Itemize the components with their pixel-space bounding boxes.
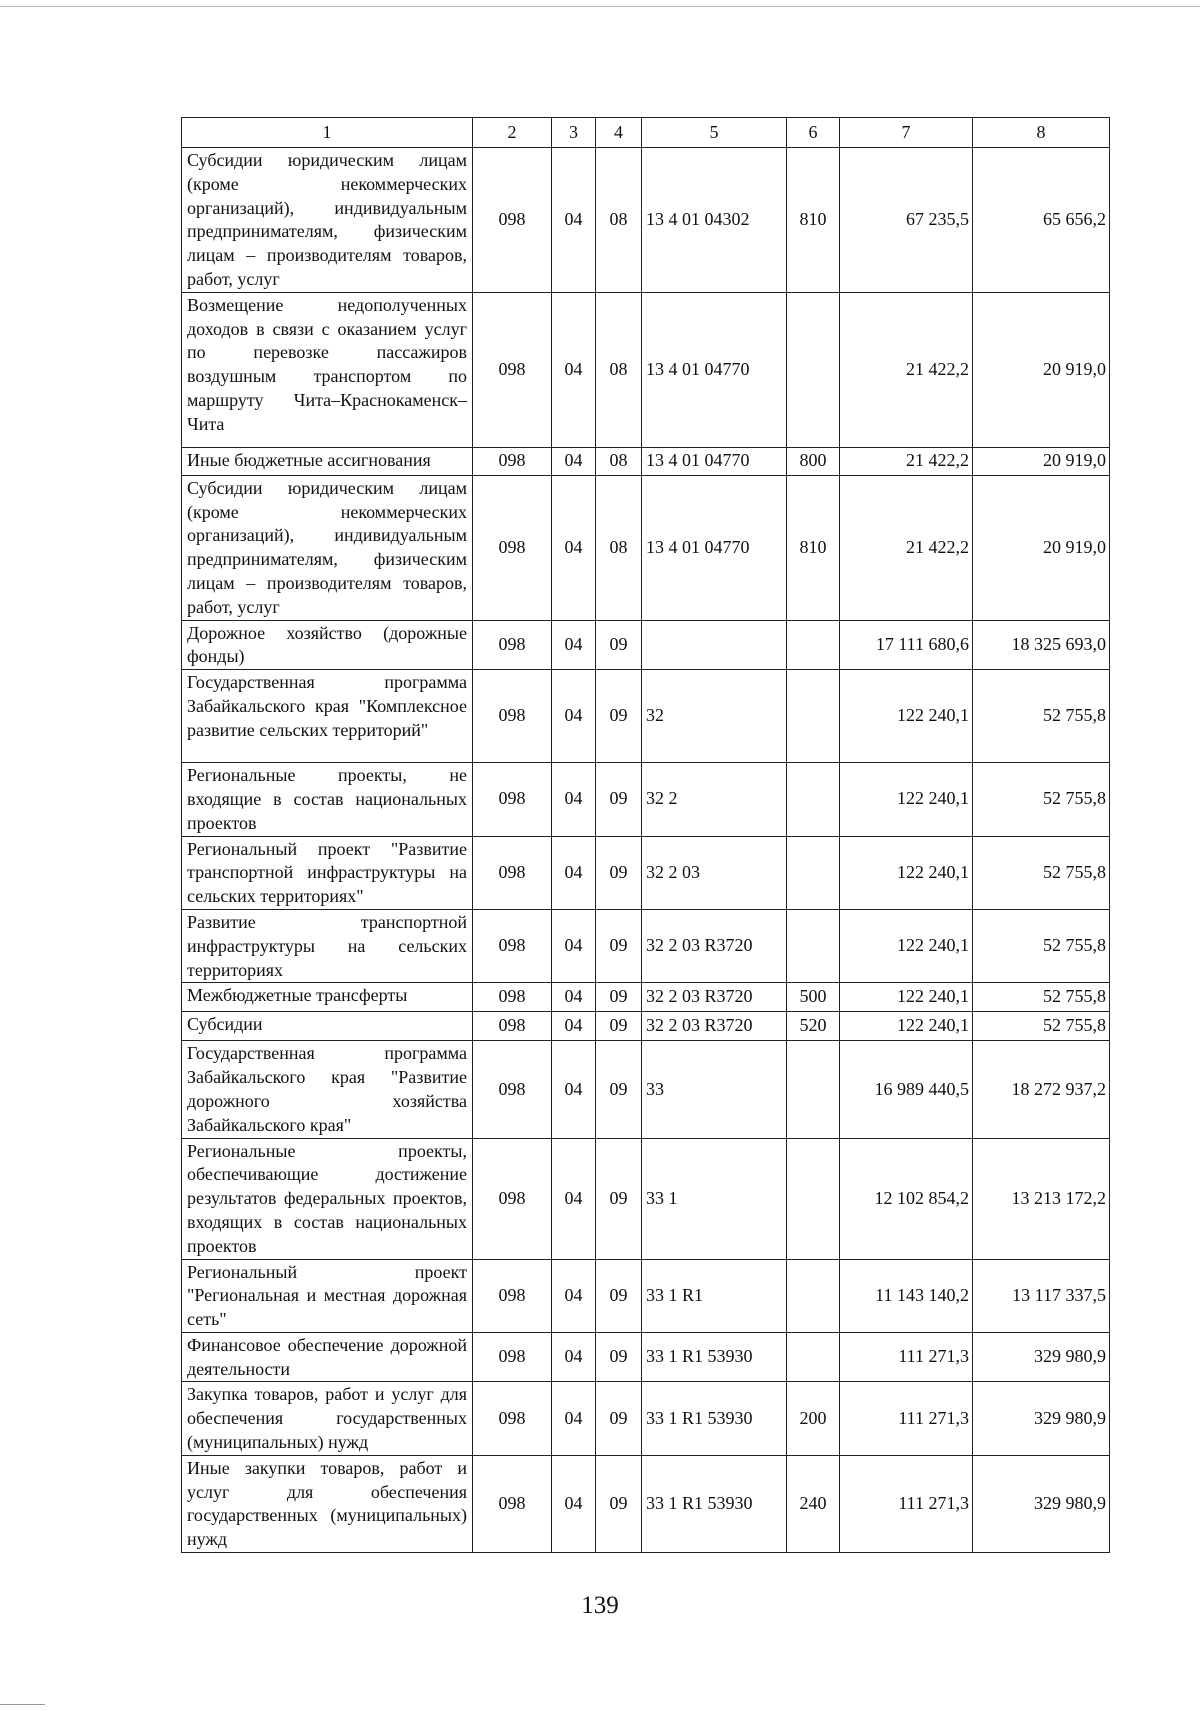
cell-section: 04: [552, 1332, 596, 1382]
cell-amount-col8: 20 919,0: [973, 475, 1110, 620]
cell-target-article: 33 1 R1 53930: [642, 1455, 787, 1552]
cell-subsection: 09: [596, 1455, 642, 1552]
cell-amount-col8: 52 755,8: [973, 909, 1110, 982]
cell-admin-code: 098: [473, 1259, 552, 1332]
table-row: [182, 836, 1110, 909]
cell-target-article: 33 1 R1: [642, 1259, 787, 1332]
cell-amount-col7: 16 989 440,5: [840, 1041, 973, 1138]
cell-amount-col7: 122 240,1: [840, 670, 973, 763]
cell-name: Региональные проекты, не входящие в состав национальных проектов: [182, 763, 473, 836]
scan-edge-top: [0, 6, 1200, 7]
cell-subsection: 09: [596, 1332, 642, 1382]
cell-section: 04: [552, 1012, 596, 1041]
cell-target-article: 32 2: [642, 763, 787, 836]
cell-admin-code: 098: [473, 475, 552, 620]
cell-subsection: 09: [596, 1012, 642, 1041]
cell-amount-col7: 21 422,2: [840, 475, 973, 620]
cell-target-article: 33 1 R1 53930: [642, 1382, 787, 1455]
cell-name: Дорожное хозяйство (дорожные фонды): [182, 620, 473, 670]
cell-expense-type: 500: [787, 983, 840, 1012]
cell-name: Закупка товаров, работ и услуг для обеспечения государственных (муниципальных) нужд: [182, 1382, 473, 1455]
table-row: [182, 1332, 1110, 1382]
cell-target-article: 33 1: [642, 1138, 787, 1259]
cell-amount-col8: 52 755,8: [973, 983, 1110, 1012]
cell-subsection: 09: [596, 909, 642, 982]
cell-amount-col8: 52 755,8: [973, 670, 1110, 763]
column-header: 2: [473, 118, 552, 148]
cell-section: 04: [552, 1382, 596, 1455]
cell-subsection: 09: [596, 1138, 642, 1259]
cell-section: 04: [552, 1455, 596, 1552]
cell-target-article: [642, 620, 787, 670]
table-row: [182, 1012, 1110, 1041]
cell-section: 04: [552, 1138, 596, 1259]
cell-name: Межбюджетные трансферты: [182, 983, 473, 1012]
column-header: 7: [840, 118, 973, 148]
cell-admin-code: 098: [473, 620, 552, 670]
cell-target-article: 13 4 01 04770: [642, 475, 787, 620]
cell-name: Иные бюджетные ассигнования: [182, 447, 473, 475]
cell-section: 04: [552, 836, 596, 909]
cell-expense-type: 520: [787, 1012, 840, 1041]
cell-admin-code: 098: [473, 148, 552, 293]
table-row: [182, 983, 1110, 1012]
cell-amount-col8: 65 656,2: [973, 148, 1110, 293]
cell-amount-col8: 329 980,9: [973, 1332, 1110, 1382]
cell-amount-col7: 111 271,3: [840, 1382, 973, 1455]
cell-subsection: 08: [596, 148, 642, 293]
table-row: [182, 447, 1110, 475]
cell-admin-code: 098: [473, 1455, 552, 1552]
cell-name: Региональный проект "Развитие транспортной инфраструктуры на сельских территориях": [182, 836, 473, 909]
cell-amount-col7: 111 271,3: [840, 1332, 973, 1382]
scan-edge-left: [0, 1704, 45, 1705]
cell-target-article: 32 2 03: [642, 836, 787, 909]
cell-subsection: 08: [596, 292, 642, 447]
column-header: 5: [642, 118, 787, 148]
table-row: [182, 1455, 1110, 1552]
cell-section: 04: [552, 447, 596, 475]
cell-admin-code: 098: [473, 983, 552, 1012]
cell-admin-code: 098: [473, 670, 552, 763]
cell-name: Развитие транспортной инфраструктуры на сельских территориях: [182, 909, 473, 982]
cell-amount-col7: 21 422,2: [840, 447, 973, 475]
cell-subsection: 09: [596, 620, 642, 670]
table-row: [182, 1259, 1110, 1332]
cell-amount-col8: 52 755,8: [973, 763, 1110, 836]
cell-section: 04: [552, 670, 596, 763]
cell-admin-code: 098: [473, 1138, 552, 1259]
cell-target-article: 32: [642, 670, 787, 763]
cell-expense-type: 200: [787, 1382, 840, 1455]
cell-subsection: 09: [596, 1259, 642, 1332]
cell-expense-type: [787, 292, 840, 447]
column-header: 8: [973, 118, 1110, 148]
cell-amount-col7: 11 143 140,2: [840, 1259, 973, 1332]
column-header: 3: [552, 118, 596, 148]
cell-amount-col8: 20 919,0: [973, 292, 1110, 447]
cell-target-article: 32 2 03 R3720: [642, 983, 787, 1012]
cell-subsection: 09: [596, 1382, 642, 1455]
cell-section: 04: [552, 1259, 596, 1332]
cell-section: 04: [552, 909, 596, 982]
cell-expense-type: 240: [787, 1455, 840, 1552]
cell-name: Региональные проекты, обеспечивающие достижение результатов федеральных проектов, входящих в состав национальных проектов: [182, 1138, 473, 1259]
cell-expense-type: [787, 909, 840, 982]
cell-admin-code: 098: [473, 836, 552, 909]
cell-section: 04: [552, 1041, 596, 1138]
cell-admin-code: 098: [473, 909, 552, 982]
cell-name: Иные закупки товаров, работ и услуг для обеспечения государственных (муниципальных) нужд: [182, 1455, 473, 1552]
cell-amount-col8: 18 325 693,0: [973, 620, 1110, 670]
cell-name: Региональный проект "Региональная и местная дорожная сеть": [182, 1259, 473, 1332]
cell-expense-type: [787, 670, 840, 763]
column-header: 4: [596, 118, 642, 148]
cell-name: Субсидии юридическим лицам (кроме некоммерческих организаций), индивидуальным предпринимателям, физическим лицам – производителям товаров, работ, услуг: [182, 148, 473, 293]
cell-expense-type: 810: [787, 148, 840, 293]
cell-subsection: 09: [596, 983, 642, 1012]
cell-target-article: 33: [642, 1041, 787, 1138]
cell-target-article: 13 4 01 04302: [642, 148, 787, 293]
cell-amount-col8: 329 980,9: [973, 1382, 1110, 1455]
cell-amount-col7: 122 240,1: [840, 763, 973, 836]
cell-section: 04: [552, 292, 596, 447]
cell-admin-code: 098: [473, 1382, 552, 1455]
cell-admin-code: 098: [473, 1041, 552, 1138]
cell-amount-col8: 13 117 337,5: [973, 1259, 1110, 1332]
cell-amount-col7: 122 240,1: [840, 983, 973, 1012]
cell-amount-col8: 20 919,0: [973, 447, 1110, 475]
cell-section: 04: [552, 475, 596, 620]
cell-section: 04: [552, 983, 596, 1012]
table-row: [182, 475, 1110, 620]
cell-admin-code: 098: [473, 1332, 552, 1382]
table-row: [182, 670, 1110, 763]
cell-amount-col7: 12 102 854,2: [840, 1138, 973, 1259]
cell-expense-type: [787, 836, 840, 909]
page-number: 139: [581, 1592, 619, 1619]
cell-target-article: 33 1 R1 53930: [642, 1332, 787, 1382]
cell-subsection: 09: [596, 670, 642, 763]
cell-amount-col7: 122 240,1: [840, 1012, 973, 1041]
cell-section: 04: [552, 620, 596, 670]
cell-name: Возмещение недополученных доходов в связи с оказанием услуг по перевозке пассажиров воздушным транспортом по маршруту Чита–Краснокаменск–Чита: [182, 292, 473, 447]
cell-name: Субсидии: [182, 1012, 473, 1041]
cell-admin-code: 098: [473, 1012, 552, 1041]
cell-name: Государственная программа Забайкальского края "Развитие дорожного хозяйства Забайкальского края": [182, 1041, 473, 1138]
table-row: [182, 763, 1110, 836]
cell-expense-type: [787, 1041, 840, 1138]
table-row: [182, 909, 1110, 982]
cell-section: 04: [552, 148, 596, 293]
cell-target-article: 32 2 03 R3720: [642, 909, 787, 982]
cell-expense-type: [787, 1259, 840, 1332]
cell-admin-code: 098: [473, 763, 552, 836]
cell-amount-col8: 52 755,8: [973, 1012, 1110, 1041]
cell-amount-col7: 111 271,3: [840, 1455, 973, 1552]
cell-amount-col7: 122 240,1: [840, 836, 973, 909]
cell-subsection: 08: [596, 447, 642, 475]
cell-expense-type: 810: [787, 475, 840, 620]
cell-expense-type: [787, 1138, 840, 1259]
cell-name: Субсидии юридическим лицам (кроме некоммерческих организаций), индивидуальным предпринимателям, физическим лицам – производителям товаров, работ, услуг: [182, 475, 473, 620]
column-header: 1: [182, 118, 473, 148]
cell-expense-type: [787, 620, 840, 670]
cell-name: Государственная программа Забайкальского края "Комплексное развитие сельских территорий": [182, 670, 473, 763]
cell-amount-col7: 21 422,2: [840, 292, 973, 447]
column-header: 6: [787, 118, 840, 148]
cell-amount-col7: 122 240,1: [840, 909, 973, 982]
cell-subsection: 09: [596, 763, 642, 836]
cell-expense-type: [787, 1332, 840, 1382]
cell-amount-col7: 67 235,5: [840, 148, 973, 293]
table-row: [182, 620, 1110, 670]
cell-admin-code: 098: [473, 447, 552, 475]
table-body: [182, 148, 1110, 1553]
cell-expense-type: 800: [787, 447, 840, 475]
cell-target-article: 13 4 01 04770: [642, 447, 787, 475]
table-row: [182, 148, 1110, 293]
cell-subsection: 09: [596, 1041, 642, 1138]
cell-amount-col7: 17 111 680,6: [840, 620, 973, 670]
cell-name: Финансовое обеспечение дорожной деятельности: [182, 1332, 473, 1382]
table-row: [182, 292, 1110, 447]
cell-section: 04: [552, 763, 596, 836]
cell-amount-col8: 18 272 937,2: [973, 1041, 1110, 1138]
cell-amount-col8: 329 980,9: [973, 1455, 1110, 1552]
cell-expense-type: [787, 763, 840, 836]
table-header-row: [182, 118, 1110, 148]
cell-amount-col8: 52 755,8: [973, 836, 1110, 909]
cell-subsection: 08: [596, 475, 642, 620]
table-row: [182, 1041, 1110, 1138]
cell-admin-code: 098: [473, 292, 552, 447]
cell-target-article: 13 4 01 04770: [642, 292, 787, 447]
budget-table: [181, 117, 1110, 1553]
table-row: [182, 1382, 1110, 1455]
cell-subsection: 09: [596, 836, 642, 909]
cell-amount-col8: 13 213 172,2: [973, 1138, 1110, 1259]
cell-target-article: 32 2 03 R3720: [642, 1012, 787, 1041]
table-row: [182, 1138, 1110, 1259]
